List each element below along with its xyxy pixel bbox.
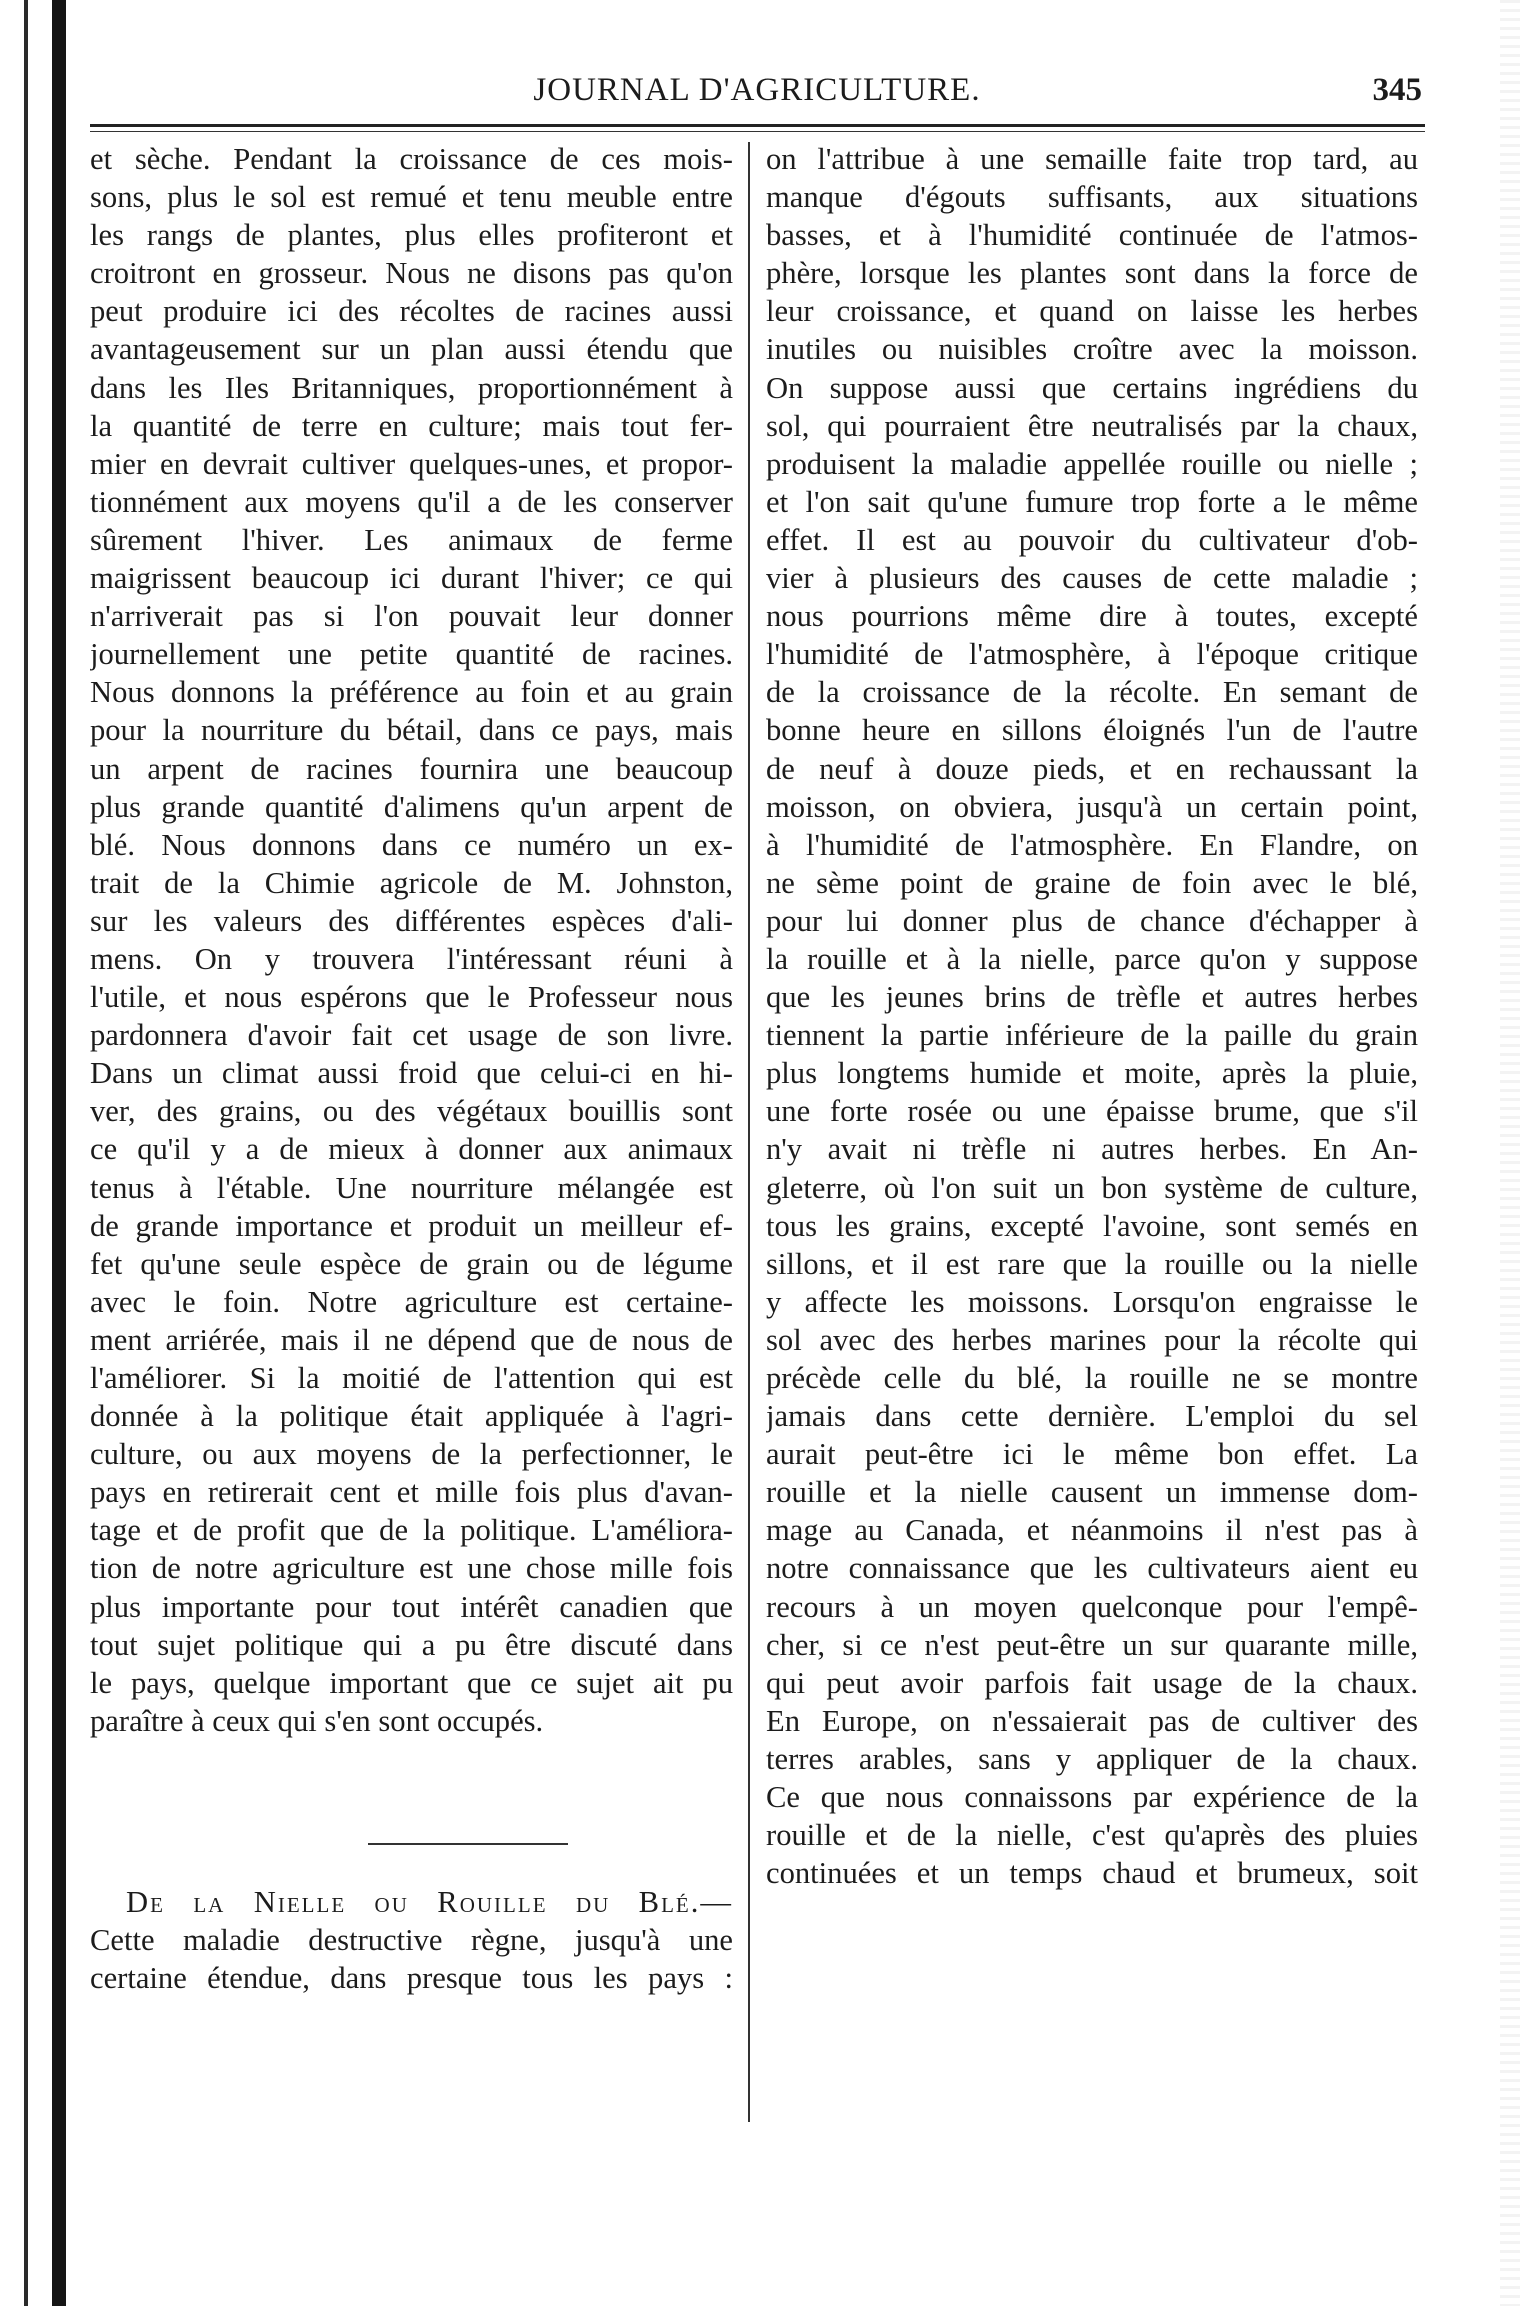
text-line: n'y avait ni trèfle ni autres herbes. En An- bbox=[766, 1132, 1418, 1167]
text-line: pour lui donner plus de chance d'échapper à bbox=[766, 903, 1418, 938]
text-line: l'améliorer. Si la moitié de l'attention qui est bbox=[90, 1361, 733, 1395]
text-line: ment arriérée, mais il ne dépend que de nous de bbox=[90, 1322, 733, 1357]
text-line: de la croissance de la récolte. En semant de bbox=[766, 675, 1418, 710]
page-edge-noise bbox=[1500, 0, 1520, 2306]
text-line: tous les grains, excepté l'avoine, sont semés en bbox=[766, 1208, 1418, 1243]
section-divider bbox=[368, 1843, 568, 1845]
text-line: En Europe, on n'essaierait pas de cultiver des bbox=[766, 1703, 1418, 1738]
text-line: le pays, quelque important que ce sujet ait pu bbox=[90, 1665, 733, 1700]
text-line: les rangs de plantes, plus elles profiteront et bbox=[90, 218, 733, 253]
text-line: terres arables, sans y appliquer de la chaux. bbox=[766, 1741, 1418, 1776]
text-line: tage et de profit que de la politique. L'améliora- bbox=[90, 1513, 733, 1548]
running-head bbox=[92, 72, 1422, 112]
text-line: pour la nourriture du bétail, dans ce pays, mais bbox=[90, 713, 733, 748]
section-heading: De la Nielle ou Rouille du Blé.— bbox=[126, 1885, 733, 1919]
text-line: à l'humidité de l'atmosphère. En Flandre, on bbox=[766, 827, 1418, 862]
text-line: jamais dans cette dernière. L'emploi du sel bbox=[766, 1399, 1418, 1434]
text-line: avantageusement sur un plan aussi étendu que bbox=[90, 332, 733, 367]
text-line: effet. Il est au pouvoir du cultivateur d'ob- bbox=[766, 522, 1418, 557]
left-column bbox=[90, 140, 733, 1740]
text-line: l'utile, et nous espérons que le Professeur nous bbox=[90, 980, 733, 1015]
text-line: tiennent la partie inférieure de la paille du grain bbox=[766, 1018, 1418, 1053]
text-line: pardonnera d'avoir fait cet usage de son livre. bbox=[90, 1018, 733, 1053]
text-line: produisent la maladie appellée rouille ou nielle ; bbox=[766, 446, 1418, 481]
binding-shadow-thin bbox=[24, 0, 28, 2306]
text-line: Dans un climat aussi froid que celui-ci en hi- bbox=[90, 1056, 733, 1091]
text-line: plus importante pour tout intérêt canadien que bbox=[90, 1589, 733, 1624]
text-line: paraître à ceux qui s'en sont occupés. bbox=[90, 1703, 544, 1738]
text-line: mage au Canada, et néanmoins il n'est pas à bbox=[766, 1513, 1418, 1548]
text-line: maigrissent beaucoup ici durant l'hiver; ce qui bbox=[90, 561, 733, 596]
text-line: un arpent de racines fournira une beaucoup bbox=[90, 751, 733, 786]
text-line: Cette maladie destructive règne, jusqu'à une bbox=[90, 1923, 733, 1958]
text-line: inutiles ou nuisibles croître avec la moisson. bbox=[766, 332, 1418, 367]
header-rule-thin bbox=[90, 131, 1425, 132]
text-line: fet qu'une seule espèce de grain ou de légume bbox=[90, 1246, 733, 1281]
text-line: peut produire ici des récoltes de racines aussi bbox=[90, 294, 733, 329]
text-line: culture, ou aux moyens de la perfectionner, le bbox=[90, 1437, 733, 1472]
header-rule-thick bbox=[90, 124, 1425, 127]
text-line: certaine étendue, dans presque tous les pays : bbox=[90, 1961, 733, 1996]
text-line: Nous donnons la préférence au foin et au grain bbox=[90, 675, 733, 710]
text-line: précède celle du blé, la rouille ne se montre bbox=[766, 1361, 1418, 1395]
text-line: sûrement l'hiver. Les animaux de ferme bbox=[90, 522, 733, 557]
text-line: sons, plus le sol est remué et tenu meuble entre bbox=[90, 180, 733, 215]
text-line: mens. On y trouvera l'intéressant réuni à bbox=[90, 941, 733, 976]
text-line: cher, si ce n'est peut-être un sur quarante mille, bbox=[766, 1627, 1418, 1662]
journal-title: JOURNAL D'AGRICULTURE. bbox=[533, 72, 981, 108]
text-line: recours à un moyen quelconque pour l'empê- bbox=[766, 1589, 1418, 1624]
text-line: la quantité de terre en culture; mais tout fer- bbox=[90, 408, 733, 443]
text-line: ver, des grains, ou des végétaux bouillis sont bbox=[90, 1094, 733, 1129]
text-line: une forte rosée ou une épaisse brume, que s'il bbox=[766, 1094, 1418, 1129]
text-line: mier en devrait cultiver quelques-unes, et propor- bbox=[90, 446, 733, 481]
text-line: continuées et un temps chaud et brumeux, soit bbox=[766, 1856, 1418, 1891]
text-line: sillons, et il est rare que la rouille ou la nielle bbox=[766, 1246, 1418, 1281]
text-line: et l'on sait qu'une fumure trop forte a le même bbox=[766, 484, 1418, 519]
binding-shadow bbox=[52, 0, 66, 2306]
text-line: moisson, on obviera, jusqu'à un certain point, bbox=[766, 789, 1418, 824]
text-line: plus longtems humide et moite, après la pluie, bbox=[766, 1056, 1418, 1091]
text-line: et sèche. Pendant la croissance de ces mois- bbox=[90, 142, 733, 176]
text-line: vier à plusieurs des causes de cette maladie ; bbox=[766, 561, 1418, 596]
text-line: on l'attribue à une semaille faite trop tard, au bbox=[766, 142, 1418, 176]
text-line: basses, et à l'humidité continuée de l'atmos- bbox=[766, 218, 1418, 253]
text-line: trait de la Chimie agricole de M. Johnston, bbox=[90, 865, 733, 900]
text-line: bonne heure en sillons éloignés l'un de l'autre bbox=[766, 713, 1418, 748]
section-block bbox=[90, 1882, 733, 1996]
text-line: ne sème point de graine de foin avec le blé, bbox=[766, 865, 1418, 900]
text-line: croitront en grosseur. Nous ne disons pas qu'on bbox=[90, 256, 733, 291]
text-line: journellement une petite quantité de racines. bbox=[90, 637, 733, 672]
text-line: l'humidité de l'atmosphère, à l'époque critique bbox=[766, 637, 1418, 672]
text-line: Ce que nous connaissons par expérience de la bbox=[766, 1780, 1418, 1815]
right-column bbox=[766, 140, 1418, 1892]
text-line: la rouille et à la nielle, parce qu'on y suppose bbox=[766, 941, 1418, 976]
text-line: qui peut avoir parfois fait usage de la chaux. bbox=[766, 1665, 1418, 1700]
text-line: gleterre, où l'on suit un bon système de culture, bbox=[766, 1170, 1418, 1205]
text-line: leur croissance, et quand on laisse les herbes bbox=[766, 294, 1418, 329]
text-line: donnée à la politique était appliquée à l'agri- bbox=[90, 1399, 733, 1434]
text-line: plus grande quantité d'alimens qu'un arpent de bbox=[90, 789, 733, 824]
text-line: sol, qui pourraient être neutralisés par la chaux, bbox=[766, 408, 1418, 443]
text-line: sur les valeurs des différentes espèces d'ali- bbox=[90, 903, 733, 938]
text-line: de grande importance et produit un meilleur ef- bbox=[90, 1208, 733, 1243]
text-line: rouille et la nielle causent un immense dom- bbox=[766, 1475, 1418, 1510]
text-line: aurait peut-être ici le même bon effet. La bbox=[766, 1437, 1418, 1472]
text-line: tion de notre agriculture est une chose mille fois bbox=[90, 1551, 733, 1586]
section-body bbox=[90, 1920, 733, 1996]
text-line: n'arriverait pas si l'on pouvait leur donner bbox=[90, 599, 733, 634]
text-line: notre connaissance que les cultivateurs aient eu bbox=[766, 1551, 1418, 1586]
text-line: sol avec des herbes marines pour la récolte qui bbox=[766, 1322, 1418, 1357]
text-line: blé. Nous donnons dans ce numéro un ex- bbox=[90, 827, 733, 862]
text-line: de neuf à douze pieds, et en rechaussant la bbox=[766, 751, 1418, 786]
text-line: On suppose aussi que certains ingrédiens du bbox=[766, 370, 1418, 405]
text-line: rouille et de la nielle, c'est qu'après des pluies bbox=[766, 1818, 1418, 1853]
text-line: y affecte les moissons. Lorsqu'on engraisse le bbox=[766, 1284, 1418, 1319]
column-divider bbox=[748, 142, 750, 2122]
text-line: pays en retirerait cent et mille fois plus d'avan- bbox=[90, 1475, 733, 1510]
text-line: ce qu'il y a de mieux à donner aux animaux bbox=[90, 1132, 733, 1167]
page-number: 345 bbox=[1372, 72, 1422, 108]
text-line: manque d'égouts suffisants, aux situations bbox=[766, 180, 1418, 215]
text-line: tout sujet politique qui a pu être discuté dans bbox=[90, 1627, 733, 1662]
text-line: nous pourrions même dire à toutes, excepté bbox=[766, 599, 1418, 634]
text-line: dans les Iles Britanniques, proportionnément à bbox=[90, 370, 733, 405]
text-line: avec le foin. Notre agriculture est certaine- bbox=[90, 1284, 733, 1319]
text-line: tionnément aux moyens qu'il a de les conserver bbox=[90, 484, 733, 519]
text-line: que les jeunes brins de trèfle et autres herbes bbox=[766, 980, 1418, 1015]
text-line: phère, lorsque les plantes sont dans la force de bbox=[766, 256, 1418, 291]
text-line: tenus à l'étable. Une nourriture mélangée est bbox=[90, 1170, 733, 1205]
